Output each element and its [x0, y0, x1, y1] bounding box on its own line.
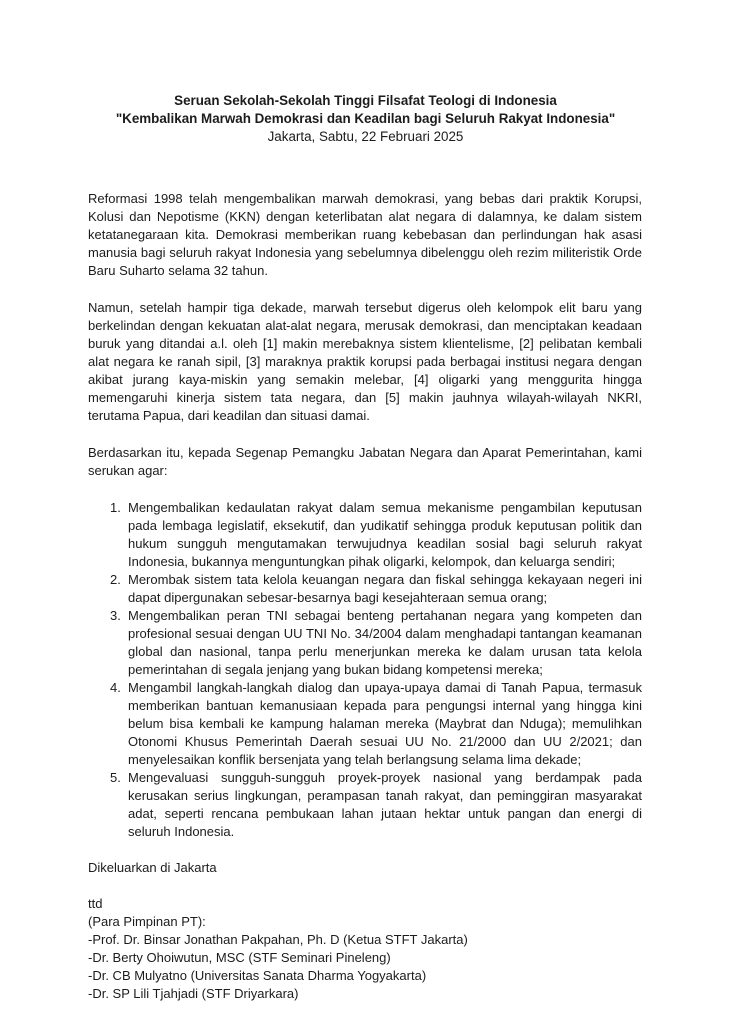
- demands-intro: Berdasarkan itu, kepada Segenap Pemangku Jabatan Negara dan Aparat Pemerintahan, kami serukan agar:: [88, 445, 642, 478]
- demand-text: Mengembalikan peran TNI sebagai benteng pertahanan negara yang kompeten dan profesional sesuai dengan UU TNI No. 34/2004 dalam menghadapi tantangan keamanan global dan nasional, tanpa perlu menerjunkan mereka ke dalam urusan tata kelola pemerintahan di segala jenjang yang bukan bidang kompetensi mereka;: [128, 608, 642, 677]
- demand-item: [88, 571, 642, 607]
- demand-number: 3.: [110, 608, 121, 623]
- issued-place: Dikeluarkan di Jakarta: [88, 860, 217, 875]
- signatory: -Dr. SP Lili Tjahjadi (STF Driyarkara): [88, 986, 299, 1001]
- document-title: Seruan Sekolah-Sekolah Tinggi Filsafat Teologi di Indonesia: [174, 93, 557, 108]
- demand-number: 2.: [110, 572, 121, 587]
- demand-item: [88, 769, 642, 841]
- demand-text: Mengambil langkah-langkah dialog dan upaya-upaya damai di Tanah Papua, termasuk memberikan bantuan kemanusiaan kepada para pengungsi internal yang hingga kini belum bisa kembali ke kampung halaman mereka (Maybrat dan Nduga); memulihkan Otonomi Khusus Pemerintah Daerah sesuai UU No. 21/2000 dan UU 2/2021; dan menyelesaikan konflik bersenjata yang telah berlangsung selama lima dekade;: [128, 680, 642, 767]
- signatory: -Dr. Berty Ohoiwutun, MSC (STF Seminari Pineleng): [88, 950, 391, 965]
- paragraph: Reformasi 1998 telah mengembalikan marwah demokrasi, yang bebas dari praktik Korupsi, Kolusi dan Nepotisme (KKN) dengan keterlibatan alat negara di dalamnya, ke dalam sistem ketatanegaraan kita. Demokrasi memberikan ruang kebebasan dan perlindungan hak asasi manusia bagi seluruh rakyat Indonesia yang sebelumnya dibelenggu oleh rezim militeristik Orde Baru Suharto selama 32 tahun.: [88, 191, 642, 278]
- demand-number: 5.: [110, 770, 121, 785]
- demands-list: [88, 499, 642, 841]
- document-subtitle: "Kembalikan Marwah Demokrasi dan Keadilan bagi Seluruh Rakyat Indonesia": [115, 111, 616, 126]
- demand-text: Merombak sistem tata kelola keuangan negara dan fiskal sehingga kekayaan negeri ini dapat dipergunakan sebesar-besarnya bagi kesejahteraan semua orang;: [128, 572, 642, 605]
- demand-item: [88, 499, 642, 571]
- demand-text: Mengembalikan kedaulatan rakyat dalam semua mekanisme pengambilan keputusan pada lembaga legislatif, eksekutif, dan yudikatif sehingga produk keputusan politik dan hukum sungguh mengutamakan terwujudnya keadilan sosial bagi seluruh rakyat Indonesia, bukannya menguntungkan pihak oligarki, kelompok, dan keluarga sendiri;: [128, 500, 642, 569]
- dateline: Jakarta, Sabtu, 22 Februari 2025: [267, 129, 464, 144]
- signature-mark: ttd: [88, 896, 103, 911]
- signatory-list: [88, 931, 642, 1003]
- demand-number: 1.: [110, 500, 121, 515]
- signatory: -Dr. CB Mulyatno (Universitas Sanata Dharma Yogyakarta): [88, 968, 427, 983]
- paragraph: Namun, setelah hampir tiga dekade, marwah tersebut digerus oleh kelompok elit baru yang berkelindan dengan kekuatan alat-alat negara, merusak demokrasi, dan menciptakan keadaan buruk yang ditandai a.l. oleh [1] makin merebaknya sistem klientelisme, [2] pelibatan kembali alat negara ke ranah sipil, [3] maraknya praktik korupsi pada berbagai institusi negara dengan akibat jurang kaya-miskin yang semakin melebar, [4] oligarki yang menggurita hingga memengaruhi kinerja sistem tata negara, dan [5] makin jauhnya wilayah-wilayah NKRI, terutama Papua, dari keadilan dan situasi damai.: [88, 300, 642, 423]
- demand-item: [88, 679, 642, 769]
- signatory: -Prof. Dr. Binsar Jonathan Pakpahan, Ph. D (Ketua STFT Jakarta): [88, 932, 468, 947]
- demand-text: Mengevaluasi sungguh-sungguh proyek-proyek nasional yang berdampak pada kerusakan serius lingkungan, perampasan tanah rakyat, dan peminggiran masyarakat adat, seperti rencana pembukaan lahan jutaan hektar untuk pangan dan energi di seluruh Indonesia.: [128, 770, 642, 839]
- document-body: [88, 190, 642, 1003]
- document-header: [0, 92, 731, 146]
- demand-number: 4.: [110, 680, 121, 695]
- leaders-label: (Para Pimpinan PT):: [88, 914, 206, 929]
- demand-item: [88, 607, 642, 679]
